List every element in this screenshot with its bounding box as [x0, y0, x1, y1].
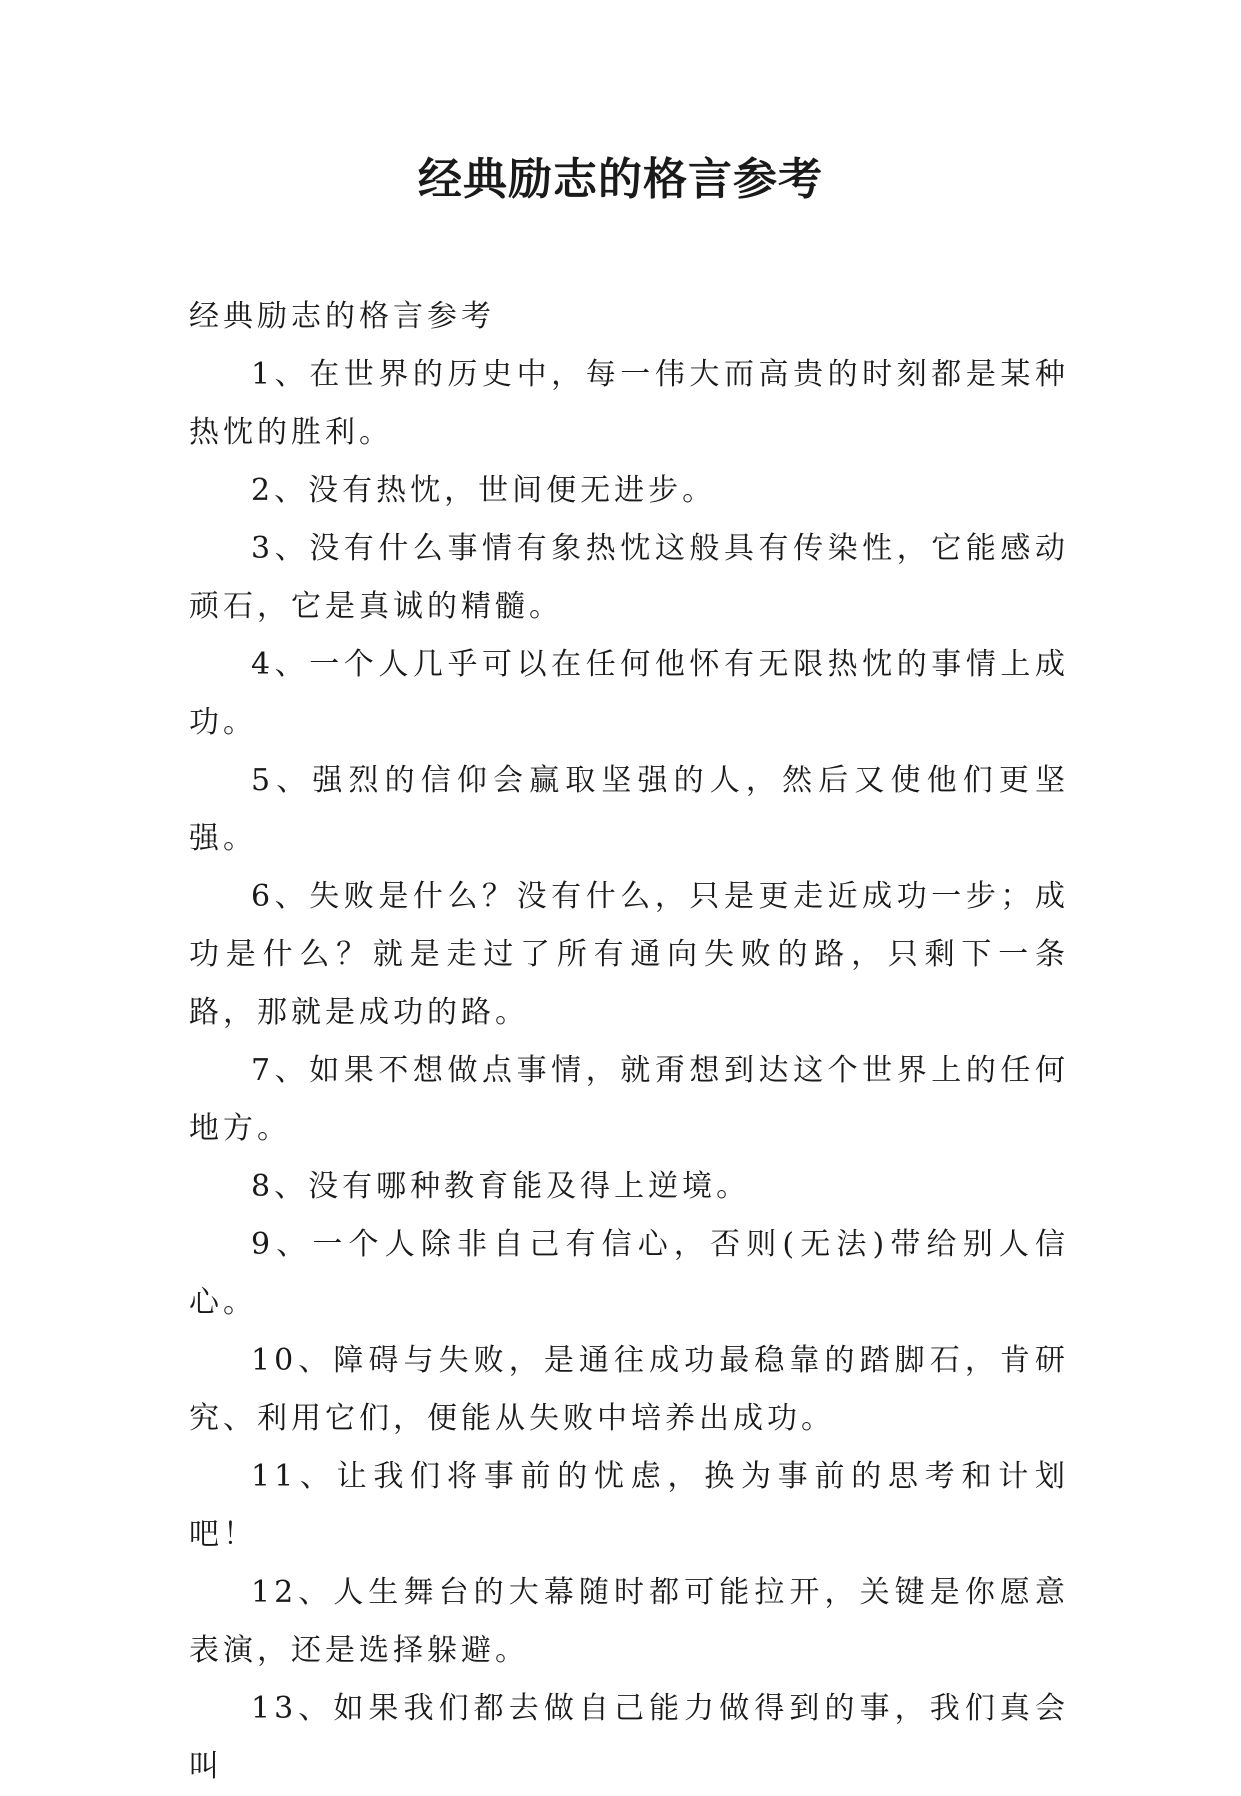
quote-paragraph: 8、没有哪种教育能及得上逆境。 [251, 1169, 751, 1204]
quote-paragraph: 12、人生舞台的大幕随时都可能拉开，关键是你愿意表演，还是选择躲避。 [189, 1575, 1069, 1668]
quote-paragraph: 10、障碍与失败，是通往成功最稳靠的踏脚石，肯研究、利用它们，便能从失败中培养出成功。 [189, 1343, 1069, 1436]
quote-paragraph: 1、在世界的历史中，每一伟大而高贵的时刻都是某种热忱的胜利。 [189, 357, 1069, 450]
quote-paragraph: 5、强烈的信仰会赢取坚强的人，然后又使他们更坚强。 [189, 763, 1069, 856]
document-body [189, 288, 1069, 1796]
quote-paragraph: 11、让我们将事前的忧虑，换为事前的思考和计划吧！ [189, 1459, 1069, 1552]
quote-paragraph: 7、如果不想做点事情，就甭想到达这个世界上的任何地方。 [189, 1053, 1069, 1146]
quote-paragraph: 3、没有什么事情有象热忱这般具有传染性，它能感动顽石，它是真诚的精髓。 [189, 531, 1069, 624]
quote-paragraph: 6、失败是什么？没有什么，只是更走近成功一步；成功是什么？就是走过了所有通向失败的路，只剩下一条路，那就是成功的路。 [189, 879, 1069, 1030]
quote-paragraph: 9、一个人除非自己有信心，否则(无法)带给别人信心。 [189, 1227, 1069, 1320]
document-subtitle: 经典励志的格言参考 [189, 299, 495, 334]
quote-paragraph: 4、一个人几乎可以在任何他怀有无限热忱的事情上成功。 [189, 647, 1069, 740]
document-title: 经典励志的格言参考 [418, 154, 823, 205]
quote-paragraph: 2、没有热忱，世间便无进步。 [251, 473, 717, 508]
quote-paragraph: 13、如果我们都去做自己能力做得到的事，我们真会叫 [189, 1691, 1069, 1784]
